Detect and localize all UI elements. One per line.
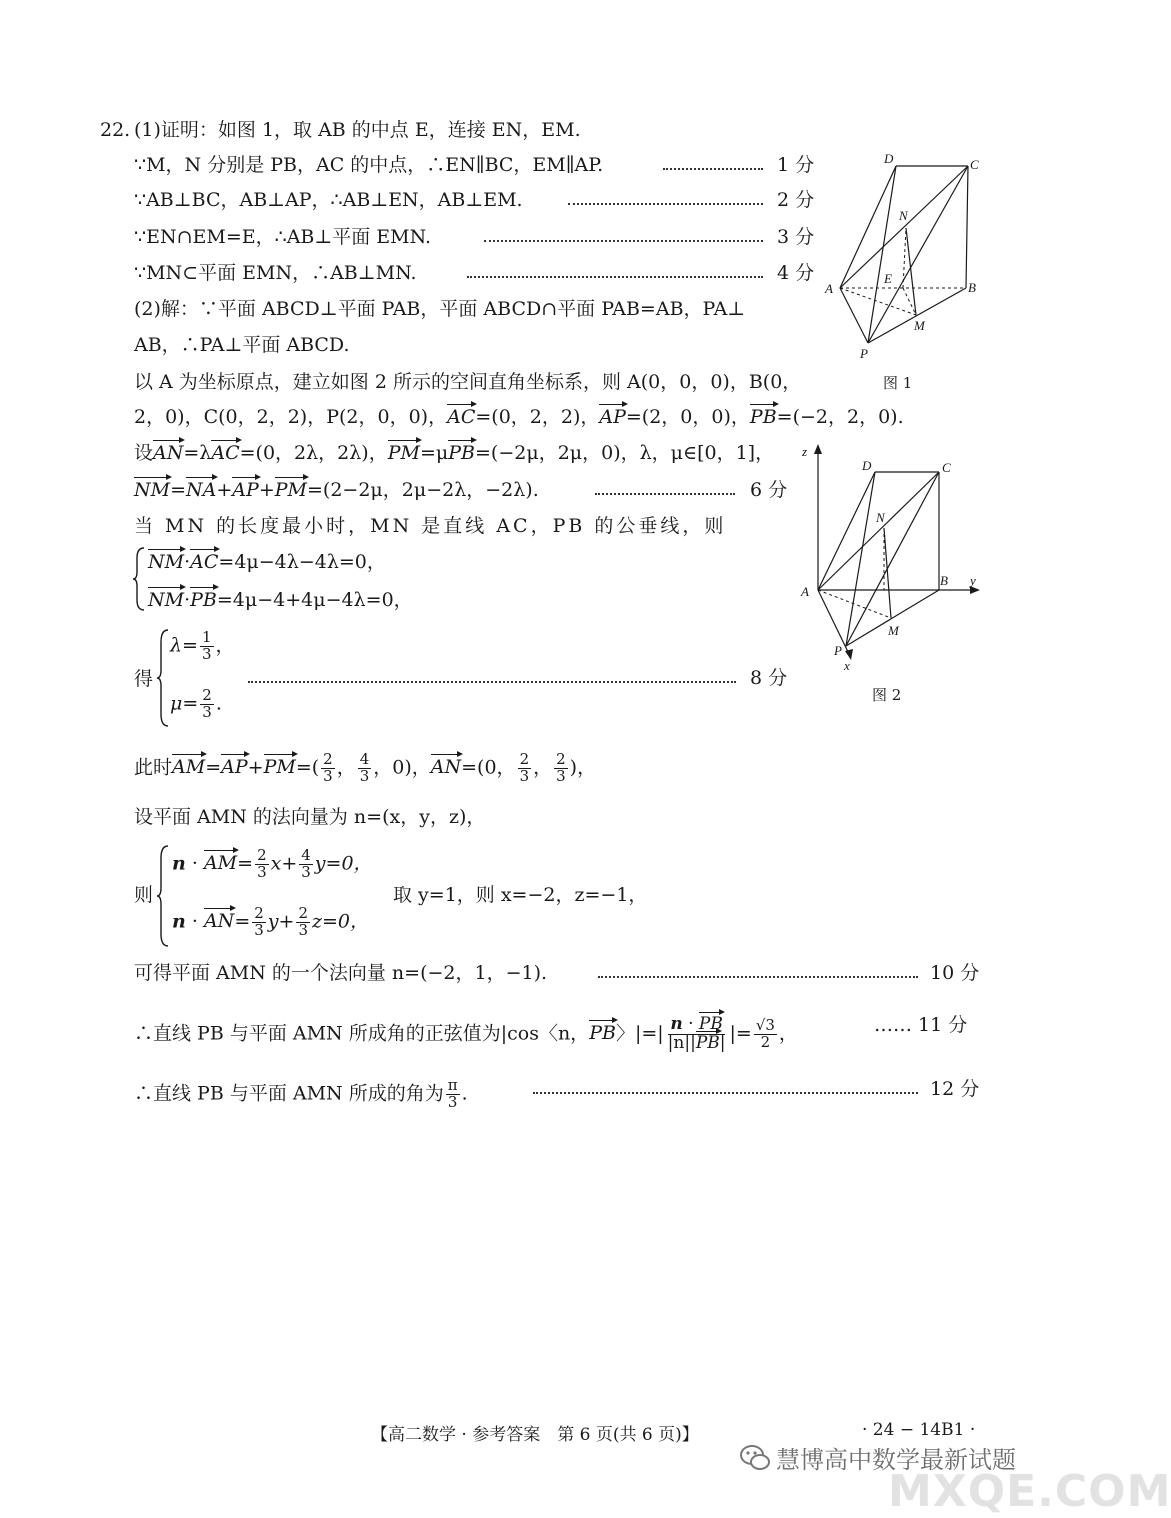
left-brace: [156, 844, 172, 948]
leader-dots: [595, 493, 735, 495]
vector-NM: NM: [148, 589, 185, 611]
label-z: z: [802, 444, 808, 459]
vector-AC: AC: [447, 406, 476, 428]
figure-1-caption: 图 1: [883, 374, 913, 392]
watermark-site: MXQE.COM: [888, 1466, 1171, 1517]
normal-eq-2: n · AN= $\frac{2}{3}$ y+ $\frac{2}{3}$ z=0，: [172, 904, 370, 939]
leader-dots: [533, 1092, 918, 1094]
proof-line-1: ∵M，N 分别是 PB，AC 的中点，∴EN∥BC，EM∥AP.: [134, 154, 604, 176]
label-P: P: [860, 346, 868, 361]
leader-dots: [248, 681, 736, 683]
vector-NM: NM: [134, 479, 171, 501]
vector-AP: AP: [232, 479, 259, 501]
therefore-label: 得: [134, 668, 154, 690]
figure-1: [818, 150, 988, 365]
proof-line-4: ∵MN⊂平面 EMN，∴AB⊥MN.: [134, 262, 417, 284]
coordinates-line: 2，0)，C(0，2，2)，P(2，0，0)，AC=(0，2，2)，AP=(2，0，0)，PB=(−2，2，0).: [134, 406, 904, 428]
vector-NM: NM: [148, 551, 185, 573]
figure-2: [796, 440, 986, 672]
mu-solution: μ= $\frac{2}{3}$ .: [170, 686, 222, 721]
parameter-line: 设AN=λAC=(0，2λ，2λ)，PM=μPB=(−2μ，2μ，0)，λ，μ∈[0，1]，: [134, 442, 775, 464]
label-P: P: [834, 643, 842, 658]
part2-line-3: 以 A 为坐标原点，建立如图 2 所示的空间直角坐标系，则 A(0，0，0)，B(0，: [134, 371, 802, 393]
vector-PB: PB: [589, 1022, 616, 1045]
vector-PB: PB: [448, 442, 475, 464]
vector-AM: AM: [172, 756, 206, 779]
vector-AC: AC: [211, 442, 240, 464]
part2-line-2: AB，∴PA⊥平面 ABCD.: [134, 334, 350, 356]
label-M: M: [914, 318, 925, 333]
problem-number: 22.: [100, 119, 131, 141]
normal-vector-result: 可得平面 AMN 的一个法向量 n=(−2，1，−1).: [134, 962, 548, 984]
vector-PB: PB: [698, 1014, 723, 1034]
label-D: D: [862, 458, 872, 473]
vector-PB: PB: [749, 406, 777, 428]
label-M: M: [888, 623, 899, 638]
normal-vector-setup: 设平面 AMN 的法向量为 n=(x，y，z)，: [134, 806, 486, 828]
vector-AN: AN: [153, 442, 184, 464]
score-12: 12 分: [930, 1078, 980, 1100]
proof-line-2: ∵AB⊥BC，AB⊥AP，∴AB⊥EN，AB⊥EM.: [134, 189, 523, 211]
score-1: 1 分: [777, 154, 815, 176]
label-D: D: [884, 151, 894, 166]
system-eq-1: NM·AC=4μ−4λ−4λ=0，: [148, 551, 386, 573]
label-B: B: [968, 280, 976, 295]
label-N: N: [899, 208, 908, 223]
then-label: 则: [134, 884, 154, 906]
score-11: …… 11 分: [874, 1014, 968, 1036]
leader-dots: [484, 240, 763, 242]
label-E: E: [884, 271, 892, 286]
vector-NA: NA: [186, 479, 217, 501]
label-B: B: [940, 573, 948, 588]
sine-line: ∴直线 PB 与平面 AMN 所成角的正弦值为|cos〈n，PB〉|=| $\frac{n \cdot PB}{|n||PB|}$ |= $\frac{√3}{2}$ ，: [134, 1014, 798, 1053]
vector-AN: AN: [430, 756, 462, 779]
label-C: C: [970, 157, 979, 172]
am-an-line: 此时AM=AP+PM=( $\frac{2}{3}$ ， $\frac{4}{3}$ ，0)，AN=(0， $\frac{2}{3}$ ， $\frac{2}{3}$ )，: [134, 750, 597, 785]
score-2: 2 分: [777, 189, 815, 211]
leader-dots: [663, 168, 763, 170]
watermark-account: 慧博高中数学最新试题: [776, 1446, 1016, 1474]
wechat-icon: [738, 1440, 772, 1474]
figure-2-caption: 图 2: [872, 686, 902, 704]
label-A: A: [825, 281, 833, 296]
take-y-line: 取 y=1，则 x=−2，z=−1，: [393, 884, 648, 906]
score-4: 4 分: [777, 262, 815, 284]
paper-code: · 24 − 14B1 ·: [862, 1420, 976, 1440]
proof-line-3: ∵EN∩EM=E，∴AB⊥平面 EMN.: [134, 226, 432, 248]
vector-AP: AP: [599, 406, 626, 428]
vector-AP: AP: [221, 756, 248, 779]
nm-line: NM=NA+AP+PM=(2−2μ，2μ−2λ，−2λ).: [134, 479, 539, 501]
vector-PM: PM: [274, 479, 307, 501]
vector-PM: PM: [263, 756, 296, 779]
label-A: A: [801, 584, 809, 599]
label-x: x: [844, 658, 850, 673]
label-y: y: [970, 573, 976, 588]
leader-dots: [467, 276, 763, 278]
vector-PM: PM: [387, 442, 420, 464]
vector-PB: PB: [190, 589, 217, 611]
score-6: 6 分: [750, 479, 788, 501]
normal-eq-1: n · AM= $\frac{2}{3}$ x+ $\frac{4}{3}$ y=0，: [172, 846, 373, 881]
perpendicular-line: 当 MN 的长度最小时，MN 是直线 AC，PB 的公垂线，则: [134, 515, 727, 537]
label-N: N: [876, 510, 885, 525]
vector-AM: AM: [203, 852, 238, 875]
score-10: 10 分: [930, 962, 980, 984]
score-8: 8 分: [750, 667, 788, 689]
leader-dots: [568, 203, 763, 205]
angle-line: ∴直线 PB 与平面 AMN 所成的角为 $\frac{\pi}{3}$ .: [134, 1076, 468, 1111]
left-brace: [132, 546, 148, 612]
lambda-solution: λ= $\frac{1}{3}$ ，: [170, 628, 235, 663]
leader-dots: [598, 976, 918, 978]
vector-PB: PB: [695, 1032, 720, 1053]
score-3: 3 分: [777, 226, 815, 248]
label-C: C: [942, 460, 951, 475]
vector-AC: AC: [190, 551, 219, 573]
system-eq-2: NM·PB=4μ−4+4μ−4λ=0，: [148, 589, 413, 611]
part1-intro: (1)证明：如图 1，取 AB 的中点 E，连接 EN，EM.: [134, 119, 581, 141]
part2-line-1: (2)解：∵平面 ABCD⊥平面 PAB，平面 ABCD∩平面 PAB=AB，PA⊥: [134, 298, 746, 320]
vector-AN: AN: [203, 910, 235, 933]
page-footer: 【高二数学 · 参考答案 第 6 页(共 6 页)】: [371, 1425, 699, 1445]
